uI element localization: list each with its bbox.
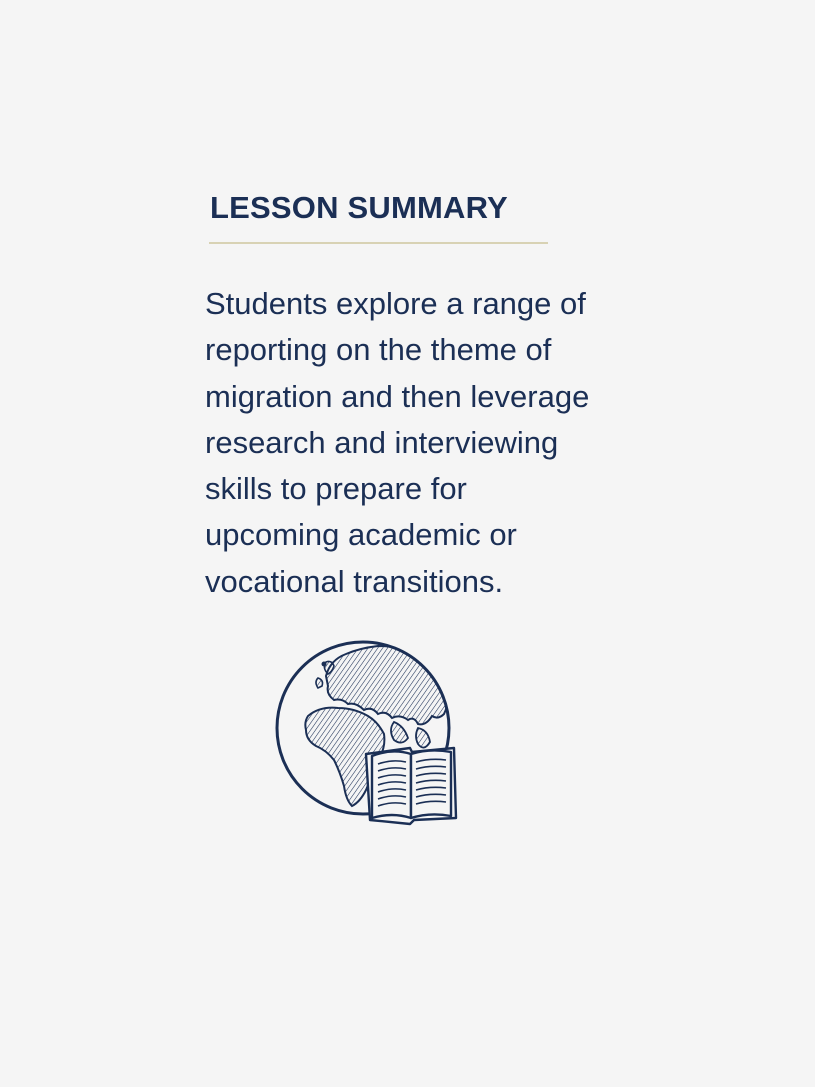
summary-line: Students explore a range of: [205, 286, 586, 321]
lesson-summary-text: [205, 281, 625, 605]
heading-divider: [209, 242, 548, 244]
globe-with-open-book-icon: [268, 630, 468, 830]
summary-line: migration and then leverage: [205, 378, 590, 414]
summary-line: research and interviewing: [205, 424, 559, 460]
summary-line: vocational transitions.: [205, 563, 504, 599]
summary-line: reporting on the theme of: [205, 332, 552, 368]
summary-line: skills to prepare for: [205, 471, 467, 507]
section-heading: LESSON SUMMARY: [210, 190, 508, 225]
summary-line: upcoming academic or: [205, 517, 517, 553]
